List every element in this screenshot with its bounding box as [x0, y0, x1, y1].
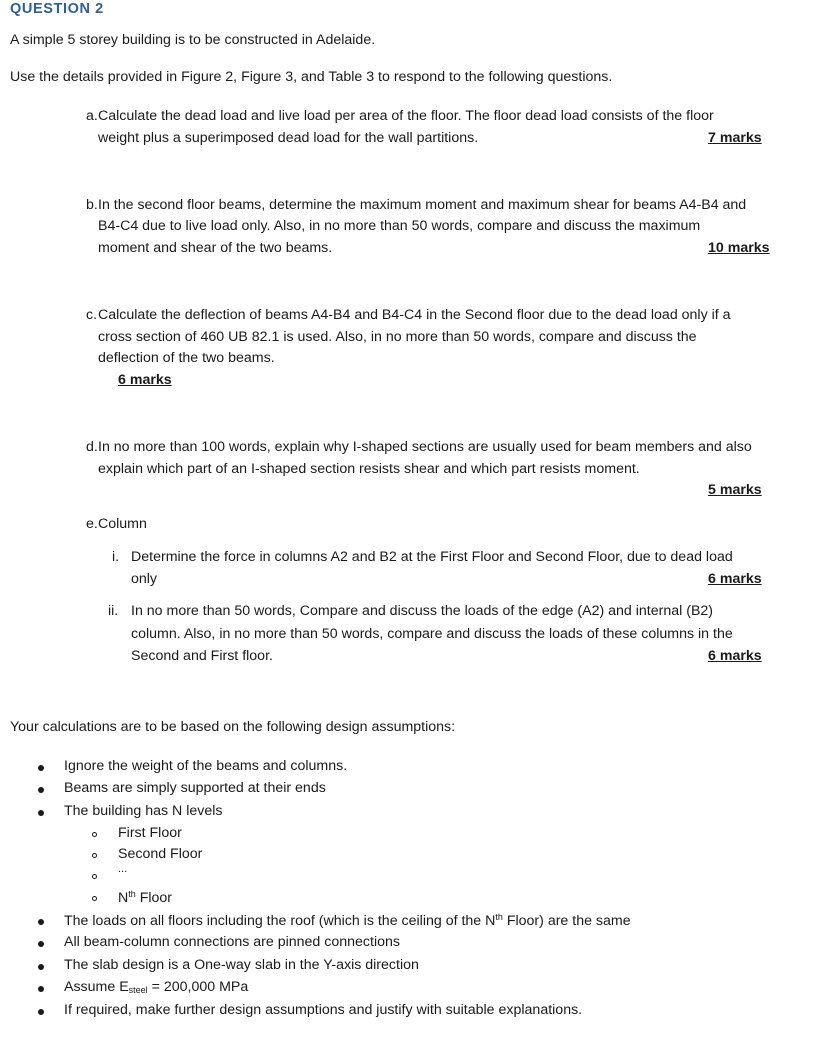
- part-e-label: e.: [86, 516, 98, 532]
- part-c-line-3: deflection of the two beams.: [98, 350, 275, 366]
- assumption-2: Beams are simply supported at their ends: [64, 780, 326, 796]
- part-e-title: Column: [98, 516, 147, 532]
- bullet-icon: [38, 765, 44, 771]
- bullet-icon: [38, 919, 44, 925]
- part-e-i-line-1: Determine the force in columns A2 and B2 at the First Floor and Second Floor, due to dead load: [131, 549, 733, 565]
- sub-assumption-1: First Floor: [118, 825, 182, 841]
- assumption-6: The slab design is a One-way slab in the Y-axis direction: [64, 957, 419, 973]
- part-c-label: c.: [86, 307, 98, 323]
- part-a-label: a.: [86, 108, 98, 124]
- part-e-ii-line-2: column. Also, in no more than 50 words, compare and discuss the loads of these columns in the: [131, 626, 733, 642]
- part-d-label: d.: [86, 439, 98, 455]
- sub-bullet-icon: [92, 832, 97, 837]
- part-b-line-1: In the second floor beams, determine the maximum moment and maximum shear for beams A4-B4 and: [98, 197, 747, 213]
- sub-assumption-3: ...: [118, 863, 128, 875]
- part-e-i-line-2: only: [131, 571, 158, 587]
- part-e-ii-line-1: In no more than 50 words, Compare and discuss the loads of the edge (A2) and internal (B2): [131, 603, 714, 619]
- bullet-icon: [38, 1009, 44, 1015]
- question-heading: QUESTION 2: [10, 1, 104, 17]
- bullet-icon: [38, 964, 44, 970]
- assumption-7: Assume $E_{steel} = 200,000$ MPa: [64, 979, 249, 995]
- part-b-line-2: B4-C4 due to live load only. Also, in no more than 50 words, compare and discuss the maximum: [98, 218, 701, 234]
- part-e-ii-marks: 6 marks: [708, 648, 762, 664]
- part-b-line-3: moment and shear of the two beams.: [98, 240, 333, 256]
- part-d-line-1: In no more than 100 words, explain why I-shaped sections are usually used for beam members and also: [98, 439, 752, 455]
- bullet-icon: [38, 941, 44, 947]
- bullet-icon: [38, 787, 44, 793]
- bullet-icon: [38, 810, 44, 816]
- part-a-line-2: weight plus a superimposed dead load for the wall partitions.: [98, 130, 479, 146]
- part-e-i-label: i.: [112, 549, 120, 565]
- assumptions-intro: Your calculations are to be based on the following design assumptions:: [10, 719, 456, 735]
- part-c-line-1: Calculate the deflection of beams A4-B4 and B4-C4 in the Second floor due to the dead load only if a: [98, 307, 731, 323]
- sub-bullet-icon: [92, 853, 97, 858]
- part-a-line-1: Calculate the dead load and live load per area of the floor. The floor dead load consists of the floor: [98, 108, 714, 124]
- assumption-1: Ignore the weight of the beams and columns.: [64, 758, 348, 774]
- part-c-line-2: cross section of 460 UB 82.1 is used. Also, in no more than 50 words, compare and discuss the: [98, 329, 697, 345]
- assumption-8: If required, make further design assumptions and justify with suitable explanations.: [64, 1002, 583, 1018]
- sub-assumption-2: Second Floor: [118, 846, 203, 862]
- part-a-marks: 7 marks: [708, 130, 762, 146]
- part-e-ii-line-3: Second and First floor.: [131, 648, 273, 664]
- intro-line-2: Use the details provided in Figure 2, Figure 3, and Table 3 to respond to the following questions.: [10, 69, 613, 85]
- bullet-icon: [38, 986, 44, 992]
- part-d-line-2: explain which part of an I-shaped section resists shear and which part resists moment.: [98, 461, 640, 477]
- sub-bullet-icon: [92, 874, 97, 879]
- part-d-marks: 5 marks: [708, 482, 762, 498]
- assumption-4: The loads on all floors including the roof (which is the ceiling of the $N^{th}$ Floor) are the same: [64, 912, 631, 929]
- part-e-ii-label: ii.: [108, 603, 119, 619]
- sub-assumption-4: $N^{th}$ Floor: [118, 889, 173, 906]
- part-b-label: b.: [86, 197, 98, 213]
- assumption-3: The building has N levels: [64, 803, 223, 819]
- part-c-marks: 6 marks: [118, 372, 172, 388]
- part-e-i-marks: 6 marks: [708, 571, 762, 587]
- part-b-marks: 10 marks: [708, 240, 770, 256]
- sub-bullet-icon: [92, 896, 97, 901]
- intro-line-1: A simple 5 storey building is to be constructed in Adelaide.: [10, 32, 376, 48]
- assumption-5: All beam-column connections are pinned connections: [64, 934, 400, 950]
